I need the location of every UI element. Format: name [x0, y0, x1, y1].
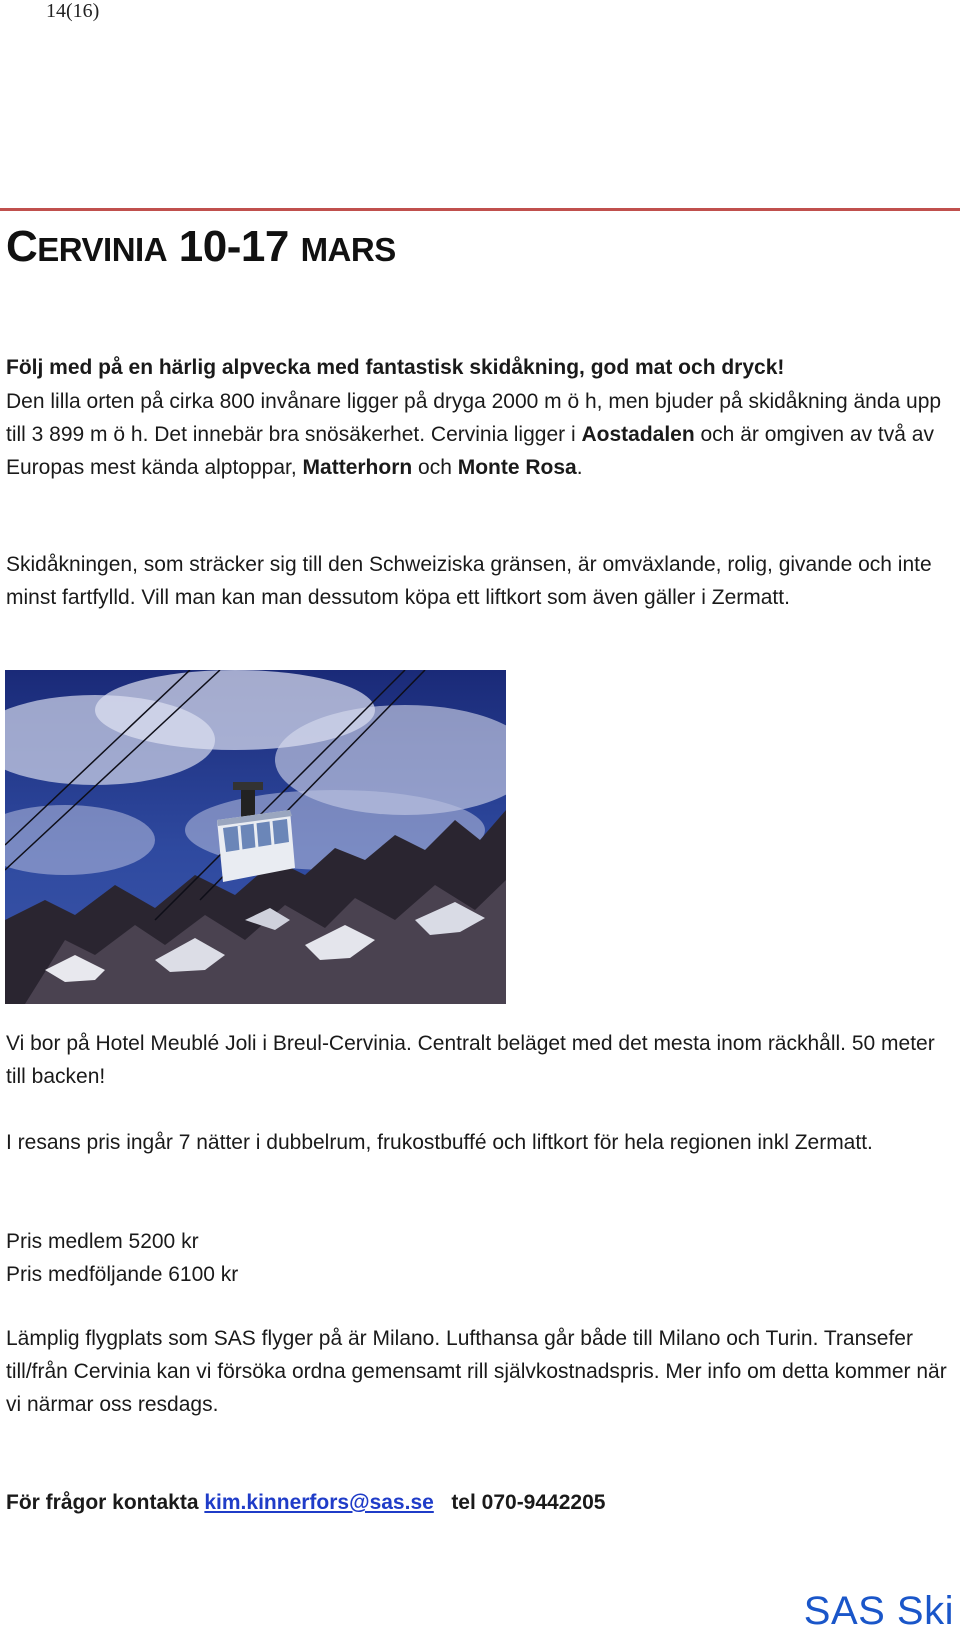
cable-car-photo	[5, 670, 506, 1004]
included-paragraph: I resans pris ingår 7 nätter i dubbelrum, frukostbuffé och liftkort för hela regionen inkl Zermatt.	[6, 1131, 873, 1154]
peak-name: Monte Rosa	[457, 456, 577, 479]
contact-phone: tel 070-9442205	[451, 1491, 606, 1514]
description-paragraph	[6, 385, 951, 484]
page-title	[6, 222, 396, 272]
contact-email-link[interactable]: kim.kinnerfors@sas.se	[204, 1491, 434, 1514]
title-month: MARS	[300, 231, 396, 268]
contact-line	[6, 1486, 951, 1519]
valley-name: Aostadalen	[581, 423, 695, 446]
intro-text: Följ med på en härlig alpvecka med fantastisk skidåkning, god mat och dryck!	[6, 356, 785, 379]
sas-ski-logo: SAS Ski	[803, 1589, 954, 1633]
title-word: ERVINIA	[37, 231, 168, 268]
page-number: 14(16)	[46, 0, 100, 22]
contact-prefix: För frågor kontakta	[6, 1491, 205, 1514]
price-member: Pris medlem 5200 kr	[6, 1230, 199, 1253]
travel-paragraph: Lämplig flygplats som SAS flyger på är Milano. Lufthansa går både till Milano och Turin. Transefer till/från Cervinia kan vi försöka ordna gemensamt rill självkostnadspris. Mer info om detta kommer när vi närmar oss resdags.	[6, 1327, 947, 1416]
title-initial: C	[6, 222, 38, 271]
description-text: och är omgiven av två av Europas mest kända alptoppar,	[6, 423, 934, 479]
title-dates: 10-17	[178, 222, 289, 271]
hotel-paragraph: Vi bor på Hotel Meublé Joli i Breul-Cervinia. Centralt beläget med det mesta inom räckhåll. 50 meter till backen!	[6, 1032, 935, 1088]
header-divider	[0, 208, 960, 211]
description-text: Den lilla orten på cirka 800 invånare ligger på dryga 2000 m ö h, men bjuder på skidåkning ända upp till 3 899 m ö h. Det innebär bra snösäkerhet. Cervinia ligger i	[6, 390, 942, 446]
peak-name: Matterhorn	[302, 456, 413, 479]
description-text: .	[576, 456, 583, 479]
price-companion: Pris medföljande 6100 kr	[6, 1263, 239, 1286]
skiing-paragraph: Skidåkningen, som sträcker sig till den Schweiziska gränsen, är omväxlande, rolig, givande och inte minst fartfylld. Vill man kan man dessutom köpa ett liftkort som även gäller i Zermatt.	[6, 553, 932, 609]
description-text: och	[412, 456, 458, 479]
